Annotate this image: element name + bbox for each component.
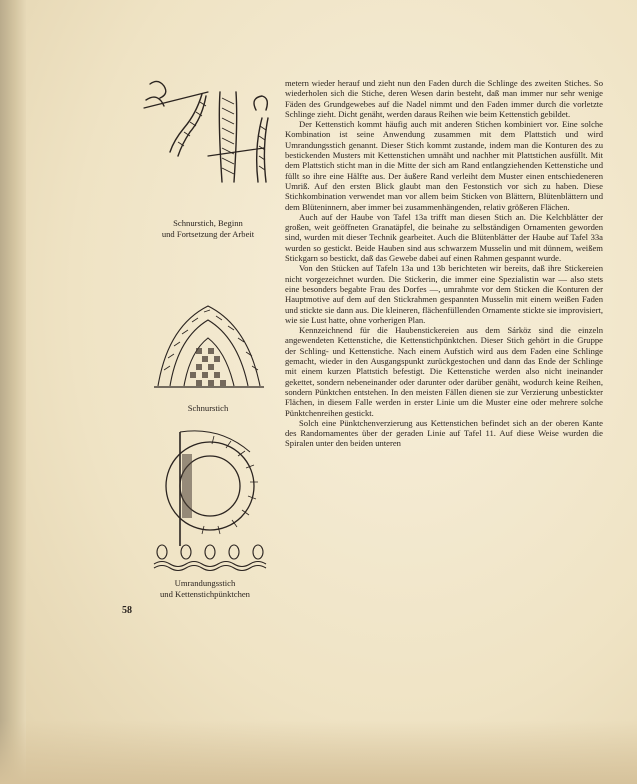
- page-number: 58: [122, 605, 132, 616]
- caption-line: und Fortsetzung der Arbeit: [161, 228, 255, 239]
- caption-umrandungsstich: [130, 578, 280, 599]
- schnurstich-beginning-illustration: [136, 70, 282, 190]
- paragraph: Der Kettenstich kommt häufig auch mit anderen Stichen kombiniert vor. Eine solche Kombination ist seine Anwendung zusammen mit dem Plattstich und wird Umrandungsstich genannt. Dieser Stich kommt zustande, indem man die Konturen des zu bestickenden Musters mit Kettenstichen umnäht und nachher mit Plattstichen ausfüllt. Mit dem Plattstich sticht man in die Mitte der sich am Rand entlangziehenden Kettenstiche und füllt so ihre eine Hälfte aus. Der äußere Rand verleiht dem Muster einen entschiedeneren Umriß. Auf den ersten Blick glaubt man den Festonstich vor sich zu haben. Diese Stichkombination verwendet man vor allem beim Sticken von Blättern, Blütenblättern und dem Blüteninnern, aber immer bei zusammenhängenden, relativ größeren Flächen.: [285, 119, 603, 212]
- umrandungsstich-illustration: [150, 424, 280, 574]
- caption-line: Umrandungsstich: [174, 578, 236, 588]
- paragraph: Auch auf der Haube von Tafel 13a trifft man diesen Stich an. Die Kelchblätter der großen, weit geöffneten Granatäpfel, die beinahe zu selbständigen Ornamenten geworden sind, wurden mit dieser Technik gearbeitet. Auch die Blütenblätter der Haube auf Tafel 33a wurden so gestickt. Beide Hauben sind aus schwarzem Musselin und mit dünnem, weißem Stickgarn so bestickt, daß das Gewebe dabei auf einen Rahmen gespannt wurde.: [285, 211, 603, 264]
- page-bottom-edge: [0, 720, 637, 784]
- caption-schnurstich-beginning: [138, 218, 278, 239]
- paragraph: metern wieder herauf und zieht nun den Faden durch die Schlinge des zweiten Stiches. So wiederholen sich die Stiche, deren Wesen darin besteht, daß man immer nur sehr wenige Fäden des Grundgewebes auf die Nadel nimmt und den Faden immer durch die vorletzte Schlinge zieht. Dicht genäht, werden daraus Reihen wie beim Kettenstich gebildet.: [285, 78, 603, 119]
- caption-line: Schnurstich: [187, 403, 229, 413]
- caption-schnurstich: [150, 403, 266, 414]
- caption-line: Schnurstich, Beginn: [173, 218, 243, 228]
- paragraph: Kennzeichnend für die Haubenstickereien aus dem Sárköz sind die einzeln angewendeten Kettenstiche, die Kettenstichpünktchen. Dieser Stich gehört in die Gruppe der Schling- und Kettenstiche. Nach einem Aufstich wird aus dem Faden eine Schlinge gemacht, wieder in den Ausgangspunkt zurückgestochen und dann das Ende der Schlinge mit einem kurzen Plattstich befestigt. Die Kettenstiche werden also nicht ineinander gekettet, sondern nebeneinander oder darunter oder darüber genäht, wodurch keine Reihen, sondern Pünktchen entstehen. In den meisten Fällen dienen sie zur Verzierung unbestickter Flächen, in diesem Falle werden in erster Linie um die Muster eine oder mehrere solche Pünktchenreihen gestickt.: [285, 325, 603, 418]
- body-text-column: [285, 78, 603, 449]
- paragraph: Von den Stücken auf Tafeln 13a und 13b berichteten wir bereits, daß ihre Stickereien nicht vorgezeichnet wurden. Die Stickerin, die immer eine Spezialistin war — also stets eine besonders begabte Frau des Dorfes —, umrahmte vor dem Sticken die Konturen der Hauptmotive auf dem auf den Stickrahmen gespannten Musselin mit einem weißen Faden und stickte sie dann aus. Die kleineren, flächenfüllenden Ornamente stickte sie improvisiert, wie sie Lust hatte, ohne vorherigen Plan.: [285, 263, 603, 325]
- book-spine-shadow: [0, 0, 26, 784]
- schnurstich-dome-illustration: [150, 290, 268, 392]
- caption-line: und Kettenstichpünktchen: [160, 588, 250, 599]
- paragraph: Solch eine Pünktchenverzierung aus Kettenstichen befindet sich an der oberen Kante des Randornamentes über der geraden Linie auf Tafel 11. Auf diese Weise wurden die Spiralen unter den beiden unteren: [285, 417, 603, 449]
